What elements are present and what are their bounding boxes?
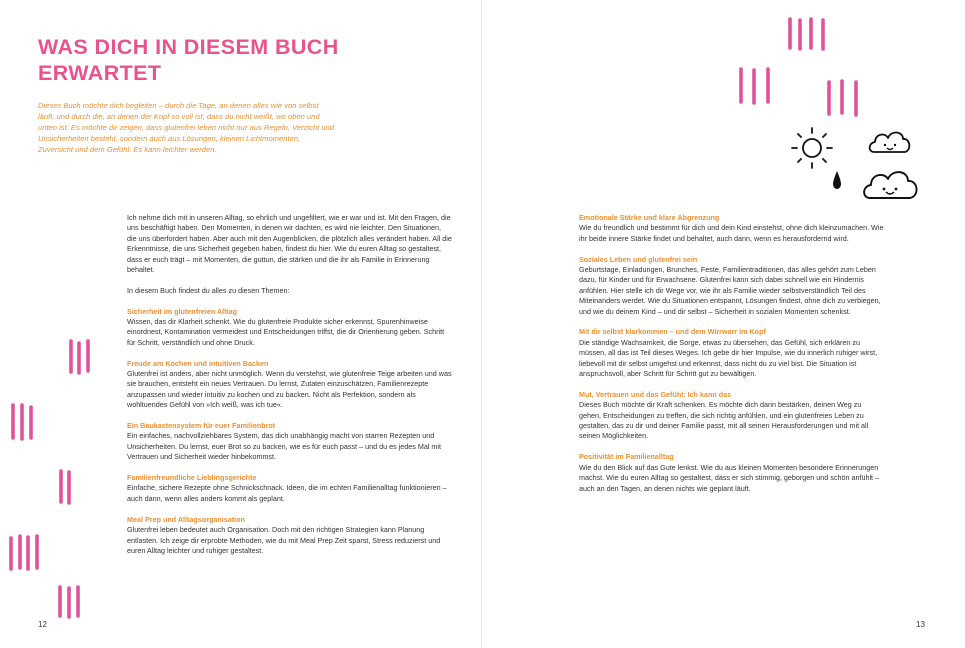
cloud-doodle-icon xyxy=(860,164,922,209)
topic-text: Die ständige Wachsamkeit, die Sorge, etwas zu übersehen, das Gefühl, sich erklären zu müssen, all das ist Teil dieses Weges. Ich gebe dir hier Impulse, wie du innerlich ruhiger wirst, liebevoll mit dir selbst umgehst und erkennst, dass nicht du zu viel bist. Die Situation ist anspruchsvoll, aber Schritt für Schritt gut zu bewältigen. xyxy=(579,337,878,379)
tally-marks-icon xyxy=(8,533,40,573)
sun-doodle-icon xyxy=(788,124,836,177)
topic-text: Wie du den Blick auf das Gute lenkst. Wie du aus kleinen Momenten besondere Erinnerungen machst. Wie du euren Alltag so gestaltest, dass er sich stimmig, geborgen und schön anfühlt – auch an den Tagen, an denen nichts wie geplant läuft. xyxy=(579,462,880,493)
topic-text: Glutenfrei ist anders, aber nicht unmöglich. Wenn du verstehst, wie glutenfreie Teige arbeiten und was sie brauchen, entsteht ein neues Vertrauen. Du lernst, Zutaten einzuschätzen, Familienrezepte anzupassen und wieder intuitiv zu kochen und zu backen. Nicht als Perfektion, sondern als wohltuendes Gefühl von »Ich weiß, was ich tue«. xyxy=(127,369,452,410)
topic-section xyxy=(127,473,452,504)
page-number-right: 13 xyxy=(916,620,925,629)
left-text-column xyxy=(127,213,452,567)
topic-heading: Soziales Leben und glutenfrei sein xyxy=(579,254,698,264)
tally-marks-icon xyxy=(10,402,34,442)
topic-text: Glutenfrei leben bedeutet auch Organisation. Doch mit den richtigen Strategien kann Planung entlasten. Ich zeige dir erprobte Methoden, wie du mit Meal Prep Zeit sparst, Stress reduzierst und euren Alltag leichter und ruhiger gestaltest. xyxy=(127,525,441,555)
topic-section xyxy=(127,307,452,349)
topic-text: Wissen, das dir Klarheit schenkt. Wie du glutenfreie Produkte sicher erkennst, Spurenhinweise einordnest, Kontamination vermeidest und Entscheidungen triffst, die dir Orientierung geben. Schritt für Schritt, verständlich und ohne Druck. xyxy=(127,317,445,347)
topic-heading: Mit dir selbst klarkommen – und dem Wirrwarr im Kopf xyxy=(579,327,766,337)
topic-text: Wie du freundlich und bestimmt für dich und dein Kind einstehst, ohne dich kleinzumachen. Wie ihr beide innere Stärke findet und behaltet, auch dann, wenn es herausfordernd wird. xyxy=(579,223,884,243)
body-paragraph: Ich nehme dich mit in unseren Alltag, so ehrlich und ungefiltert, wie er war und ist. Mit den Fragen, die uns beschäftigt haben. Den Momenten, in denen wir dachten, es wird nie leichter. Den Situationen, die uns überfordert haben. Aber auch mit den Augenblicken, die plötzlich alles verändert haben. All die Erkenntnisse, die uns Sicherheit gegeben haben, findest du hier. Wie du euren Alltag so gestaltest, dass er euch trägt – mit Momenten, die guttun, die stärken und die ihr als Familie in Erinnerung behaltet. xyxy=(127,213,452,275)
topic-heading: Meal Prep und Alltagsorganisation xyxy=(127,514,245,524)
tally-marks-icon xyxy=(737,66,773,106)
topic-section xyxy=(127,421,452,463)
tally-marks-icon xyxy=(68,338,92,376)
page-number-left: 12 xyxy=(38,620,47,629)
tally-marks-icon xyxy=(58,468,72,506)
topic-section xyxy=(579,213,884,244)
topic-section xyxy=(579,327,884,379)
topic-section xyxy=(579,390,884,442)
topic-text: Einfache, sichere Rezepte ohne Schnickschnack. Ideen, die im echten Familienalltag funktionieren – auch dann, wenn alles anders kommt als geplant. xyxy=(127,483,447,503)
topic-section xyxy=(579,255,884,317)
raindrop-doodle-icon xyxy=(832,170,842,195)
topic-heading: Positivität im Familienalltag xyxy=(579,452,674,462)
topic-heading: Sicherheit im glutenfreien Alltag xyxy=(127,306,237,316)
tally-marks-icon xyxy=(57,584,81,620)
intro-text: Dieses Buch möchte dich begleiten – durch die Tage, an denen alles wie von selbst läuft, und durch die, an denen der Kopf so voll ist, dass du nicht weißt, wo oben und unten ist. Es möchte dir zeigen, dass glutenfrei leben nicht nur aus Regeln, Verzicht und Unsicherheiten besteht, sondern auch aus Lösungen, kleinen Lichtmomenten, Zuversicht und dem Gefühl: Es kann leichter werden. xyxy=(38,101,335,154)
topic-section xyxy=(127,515,452,557)
topic-text: Geburtstage, Einladungen, Brunches, Feste, Familientraditionen, das alles gehört zum Leben dazu, für Kinder und für Erwachsene. Glutenfrei kann sich dabei schnell wie ein Hindernis anfühlen. Hier stelle ich dir Wege vor, wie ihr als Familie wieder selbstverständlich Teil des Miteinanders werdet. Wie du Situationen entspannt, Lösungen findest, ohne dich zu verbiegen, und wie du deinem Kind – und dir selbst – Sicherheit in sozialen Momenten schenkst. xyxy=(579,265,881,316)
topic-heading: Ein Baukastensystem für euer Familienbrot xyxy=(127,421,276,431)
topic-text: Ein einfaches, nachvollziehbares System, das dich unabhängig macht von starren Rezepten und Unsicherheiten. Du lernst, euer Brot so zu backen, wie es für euch passt – und du es jedes Mal mit Vertrauen und Sicherheit wieder hinbekommst. xyxy=(127,431,442,462)
body-paragraph: In diesem Buch findest du alles zu diesen Themen: xyxy=(127,285,290,295)
left-page xyxy=(0,0,482,648)
tally-marks-icon xyxy=(786,16,828,52)
cloud-doodle-icon xyxy=(866,126,914,163)
topic-section xyxy=(579,452,884,494)
right-text-column xyxy=(579,213,884,504)
page-title: WAS DICH IN DIESEM BUCH ERWARTET xyxy=(38,35,339,85)
topic-section xyxy=(127,359,452,411)
topic-heading: Freude am Kochen und intuitiven Backen xyxy=(127,358,269,368)
tally-marks-icon xyxy=(825,78,861,118)
topic-heading: Familienfreundliche Lieblingsgerichte xyxy=(127,473,257,483)
topic-text: Dieses Buch möchte dir Kraft schenken. Es möchte dich darin bestärken, deinen Weg zu gehen, Entscheidungen zu treffen, die sich richtig anfühlen, und ein glutenfreies Leben zu gestalten, das zu dir und deiner Familie passt, mit all seinen Herausforderungen und mit all seinen Möglichkeiten. xyxy=(579,400,869,441)
topic-heading: Emotionale Stärke und klare Abgrenzung xyxy=(579,213,720,222)
topic-heading: Mut, Vertrauen und das Gefühl: Ich kann das xyxy=(579,389,732,399)
